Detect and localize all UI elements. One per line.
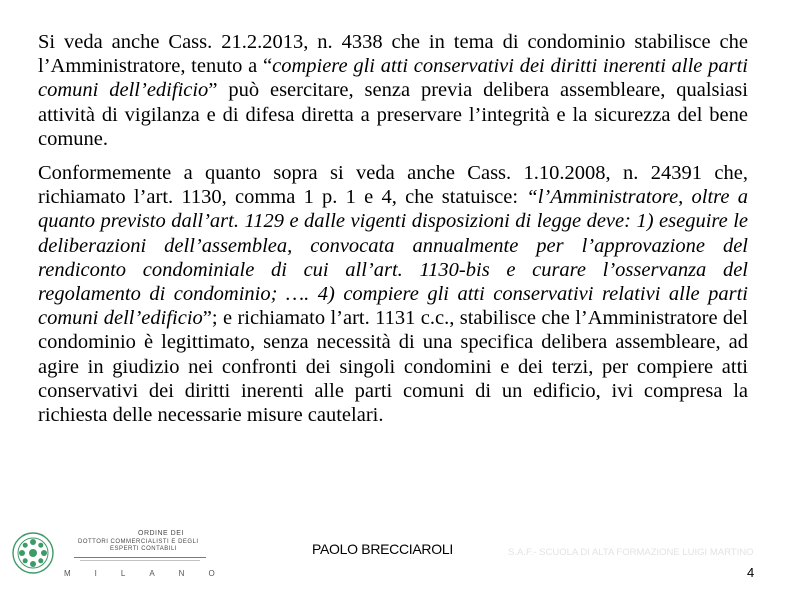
order-logo bbox=[10, 527, 239, 579]
logo-line-2: DOTTORI COMMERCIALISTI E DEGLI bbox=[78, 539, 199, 545]
school-name: S.A.F.- SCUOLA DI ALTA FORMAZIONE LUIGI MARTINO bbox=[508, 547, 754, 558]
rosette-emblem-icon bbox=[10, 527, 56, 579]
page-number: 4 bbox=[747, 565, 755, 580]
paragraph-1-text-b: ” può esercitare, senza previa delibera assembleare, qualsiasi attività di vigilanza e di difesa diretta a preservare l’integrità e la sicurezza del bene comune. bbox=[38, 79, 748, 150]
document-body bbox=[38, 30, 748, 427]
paragraph-1-text-a: Si veda anche Cass. 21.2.2013, n. 4338 che in tema di condominio stabilisce che l’Amministratore, tenuto a “ bbox=[38, 31, 748, 78]
paragraph-2-quote: “l’Amministratore, oltre a quanto previsto dall’art. 1129 e dalle vigenti disposizioni di legge deve: 1) eseguire le deliberazioni dell’assemblea, convocata annualmente per l’approvazione del rendiconto condominiale di cui all’art. 1130-bis e curare l’osservanza del regolamento di condominio; …. 4) compiere gli atti conservativi relativi alle parti comuni dell’edificio bbox=[38, 186, 748, 330]
logo-divider bbox=[74, 557, 206, 558]
logo-divider-light bbox=[80, 560, 200, 561]
paragraph-1-quote: compiere gli atti conservativi dei diritti inerenti alle parti comuni dell’edificio bbox=[38, 55, 748, 102]
paragraph-2-text-a: Conformemente a quanto sopra si veda anche Cass. 1.10.2008, n. 24391 che, richiamato l’art. 1130, comma 1 p. 1 e 4, che statuisce: bbox=[38, 162, 748, 209]
paragraph-2-text-b: ”; e richiamato l’art. 1131 c.c., stabilisce che l’Amministratore del condominio è legittimato, senza necessità di una specifica delibera assembleare, ad agire in giudizio nei confronti dei singoli condomini e dei terzi, per compiere atti conservativi dei diritti inerenti alle parti comuni di un edificio, ivi compresa la richiesta delle necessarie misure cautelari. bbox=[38, 307, 748, 427]
logo-line-3: ESPERTI CONTABILI bbox=[110, 546, 177, 552]
paragraph-1 bbox=[38, 30, 748, 151]
logo-city: MILANO bbox=[64, 569, 239, 578]
logo-line-1: ORDINE DEI bbox=[138, 530, 184, 537]
author-name: PAOLO BRECCIAROLI bbox=[312, 541, 453, 557]
paragraph-2 bbox=[38, 161, 748, 427]
